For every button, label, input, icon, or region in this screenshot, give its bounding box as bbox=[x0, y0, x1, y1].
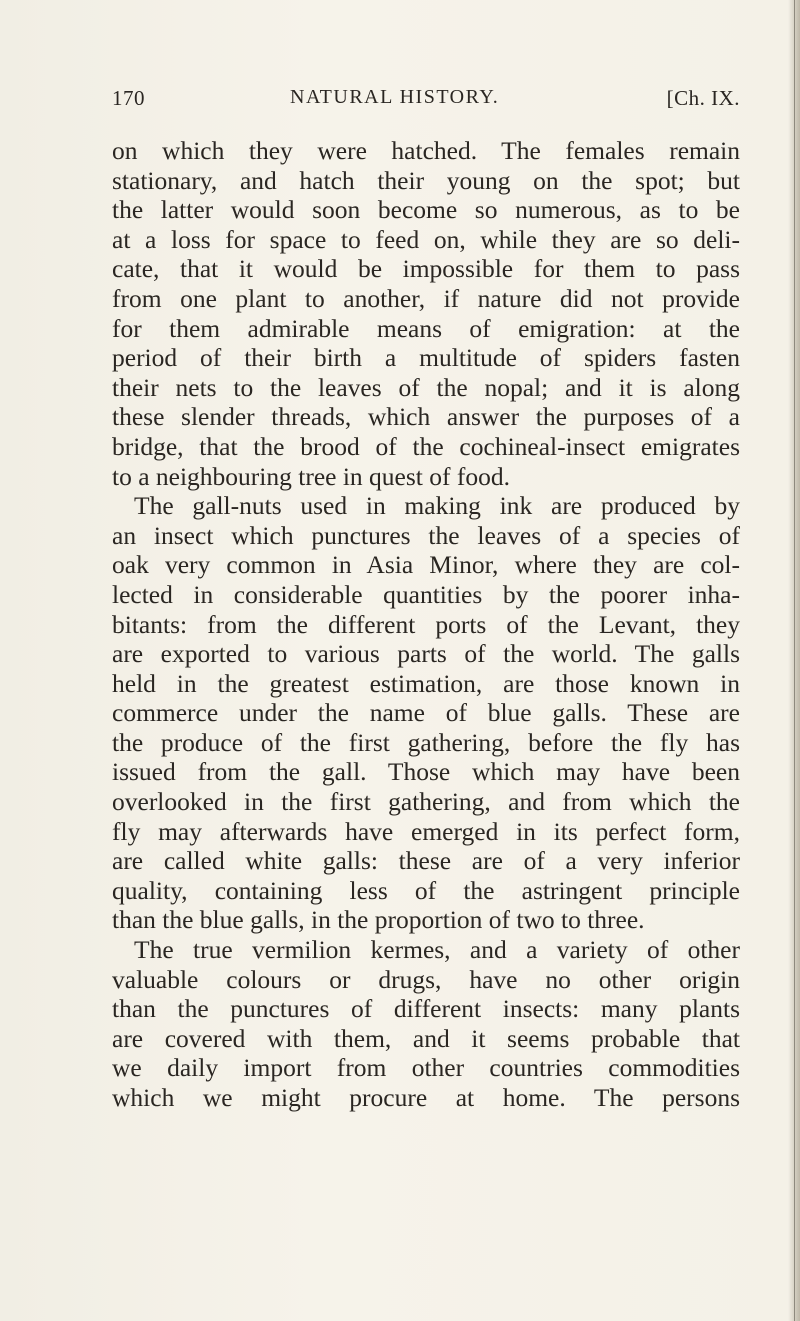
text-line: which we might procure at home. The persons bbox=[112, 1083, 740, 1112]
text-line: are called white galls: these are of a very inferior bbox=[112, 846, 740, 876]
text-line: cate, that it would be impossible for them to pass bbox=[112, 254, 740, 284]
text-line: are exported to various parts of the world. The galls bbox=[112, 639, 740, 669]
running-title: NATURAL HISTORY. bbox=[290, 86, 500, 108]
paragraph-end-line: to a neighbouring tree in quest of food. bbox=[112, 461, 510, 491]
page-edge-line bbox=[794, 0, 795, 1321]
text-line: than the punctures of different insects: many plants bbox=[112, 994, 740, 1024]
body-text bbox=[112, 136, 740, 1113]
page-number: 170 bbox=[112, 86, 145, 110]
text-line: lected in considerable quantities by the poorer inha- bbox=[112, 579, 740, 609]
text-line: we daily import from other countries commodities bbox=[112, 1053, 740, 1083]
text-line: bitants: from the different ports of the Levant, they bbox=[112, 609, 740, 639]
text-line: an insect which punctures the leaves of a species of bbox=[112, 520, 740, 550]
text-line: held in the greatest estimation, are those known in bbox=[112, 668, 740, 698]
text-line: the produce of the first gathering, before the fly has bbox=[112, 727, 740, 757]
text-line: valuable colours or drugs, have no other origin bbox=[112, 964, 740, 994]
text-line: issued from the gall. Those which may have been bbox=[112, 757, 740, 787]
text-line: stationary, and hatch their young on the spot; but bbox=[112, 165, 740, 195]
text-line: at a loss for space to feed on, while they are so deli- bbox=[112, 224, 740, 254]
paragraph-start-line: The true vermilion kermes, and a variety of other bbox=[134, 935, 740, 965]
chapter-reference: [Ch. IX. bbox=[666, 86, 740, 110]
text-line: on which they were hatched. The females remain bbox=[112, 136, 740, 165]
text-line: period of their birth a multitude of spiders fasten bbox=[112, 343, 740, 373]
text-line: quality, containing less of the astringent principle bbox=[112, 875, 740, 905]
paragraph-end-line: than the blue galls, in the proportion of two to three. bbox=[112, 905, 645, 935]
text-line: from one plant to another, if nature did not provide bbox=[112, 283, 740, 313]
text-line: are covered with them, and it seems probable that bbox=[112, 1023, 740, 1053]
text-line: commerce under the name of blue galls. These are bbox=[112, 698, 740, 728]
text-line: the latter would soon become so numerous, as to be bbox=[112, 195, 740, 225]
text-line: fly may afterwards have emerged in its perfect form, bbox=[112, 816, 740, 846]
paragraph-start-line: The gall-nuts used in making ink are produced by bbox=[134, 491, 740, 521]
running-head bbox=[112, 86, 740, 116]
text-line: these slender threads, which answer the purposes of a bbox=[112, 402, 740, 432]
text-line: their nets to the leaves of the nopal; and it is along bbox=[112, 372, 740, 402]
text-line: for them admirable means of emigration: at the bbox=[112, 313, 740, 343]
text-line: bridge, that the brood of the cochineal-insect emigrates bbox=[112, 431, 740, 461]
text-line: oak very common in Asia Minor, where they are col- bbox=[112, 550, 740, 580]
text-line: overlooked in the first gathering, and from which the bbox=[112, 787, 740, 817]
